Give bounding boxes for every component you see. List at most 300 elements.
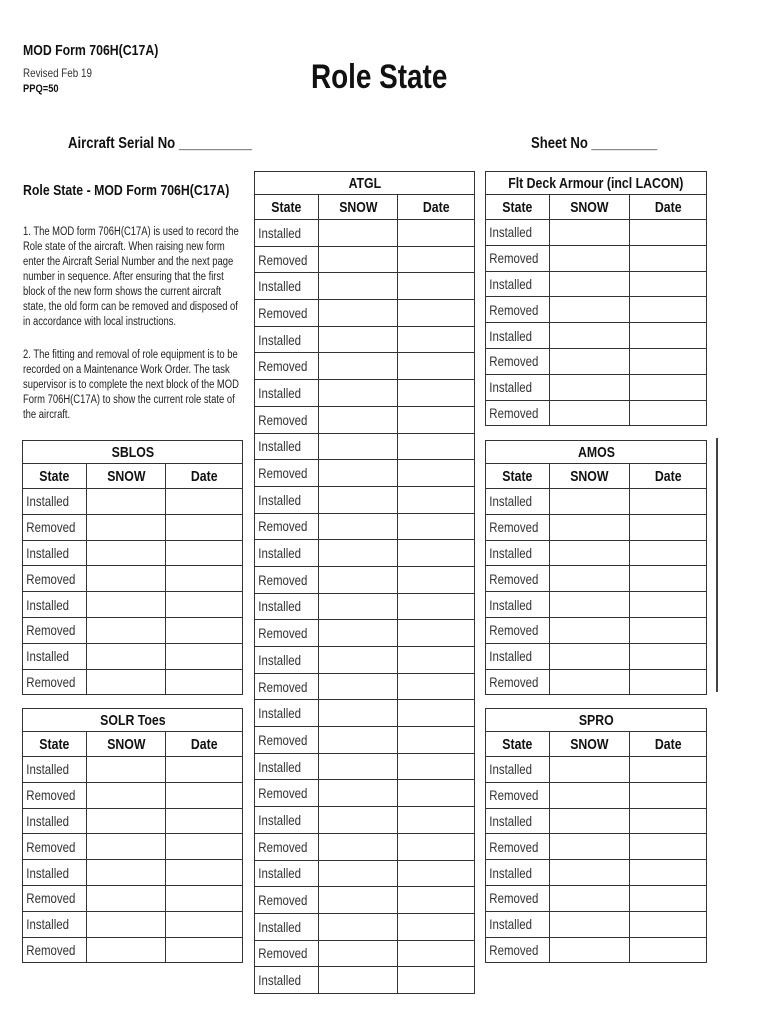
date-entry-cell[interactable]	[165, 514, 242, 540]
table-row	[255, 913, 475, 940]
table-row	[255, 566, 475, 593]
snow-entry-cell[interactable]	[318, 273, 397, 300]
snow-entry-cell[interactable]	[550, 911, 630, 937]
date-entry-cell[interactable]	[629, 489, 706, 515]
date-entry-cell[interactable]	[397, 780, 474, 807]
date-entry-cell[interactable]	[397, 433, 474, 460]
date-entry-cell[interactable]	[397, 967, 474, 994]
state-cell	[255, 967, 319, 994]
state-cell	[255, 913, 319, 940]
table-row	[255, 380, 475, 407]
flt_deck-title-text: Flt Deck Armour (incl LACON)	[508, 174, 684, 192]
state-cell	[255, 406, 319, 433]
snow-entry-cell[interactable]	[86, 885, 165, 911]
state-value: Removed	[26, 787, 76, 804]
snow-entry-cell[interactable]	[550, 617, 630, 643]
snow-entry-cell[interactable]	[550, 885, 630, 911]
date-entry-cell[interactable]	[629, 911, 706, 937]
table-row	[486, 400, 707, 426]
snow-entry-cell[interactable]	[86, 592, 165, 618]
state-value: Removed	[258, 838, 308, 855]
snow-entry-cell[interactable]	[318, 566, 397, 593]
snow-entry-cell[interactable]	[318, 647, 397, 674]
date-entry-cell[interactable]	[165, 808, 242, 834]
date-entry-cell[interactable]	[397, 406, 474, 433]
table-row	[486, 643, 707, 669]
column-header-label: Date	[654, 467, 682, 485]
table-row	[255, 593, 475, 620]
date-entry-cell[interactable]	[397, 753, 474, 780]
table-row	[255, 273, 475, 300]
snow-entry-cell[interactable]	[318, 513, 397, 540]
snow-entry-cell[interactable]	[86, 757, 165, 783]
aircraft-serial-field[interactable]: Aircraft Serial No __________	[68, 135, 252, 152]
state-value: Installed	[26, 812, 70, 829]
table-row	[486, 374, 707, 400]
date-entry-cell[interactable]	[397, 300, 474, 327]
snow-entry-cell[interactable]	[550, 860, 630, 886]
table-row	[486, 220, 707, 246]
snow-entry-cell[interactable]	[86, 617, 165, 643]
date-entry-cell[interactable]	[397, 860, 474, 887]
amos-table	[485, 440, 707, 695]
table-row	[255, 727, 475, 754]
state-cell	[255, 833, 319, 860]
column-header-date	[629, 195, 706, 220]
table-row	[23, 617, 243, 643]
date-entry-cell[interactable]	[397, 246, 474, 273]
date-entry-cell[interactable]	[165, 911, 242, 937]
table-row	[23, 514, 243, 540]
state-value: Installed	[489, 761, 533, 778]
amos-title-text: AMOS	[577, 443, 615, 461]
date-entry-cell[interactable]	[165, 540, 242, 566]
state-cell	[486, 834, 550, 860]
snow-entry-cell[interactable]	[550, 271, 630, 297]
date-entry-cell[interactable]	[629, 782, 706, 808]
column-header-state	[486, 195, 550, 220]
table-row	[23, 782, 243, 808]
date-entry-cell[interactable]	[397, 913, 474, 940]
date-entry-cell[interactable]	[629, 885, 706, 911]
date-entry-cell[interactable]	[629, 669, 706, 695]
date-entry-cell[interactable]	[397, 887, 474, 914]
state-value: Installed	[489, 544, 533, 561]
state-value: Installed	[26, 761, 70, 778]
date-entry-cell[interactable]	[629, 808, 706, 834]
snow-entry-cell[interactable]	[550, 669, 630, 695]
state-cell	[255, 353, 319, 380]
state-value: Removed	[489, 890, 539, 907]
date-entry-cell[interactable]	[165, 782, 242, 808]
sblos-block	[22, 440, 243, 697]
state-value: Removed	[258, 625, 308, 642]
table-row	[23, 834, 243, 860]
state-cell	[255, 753, 319, 780]
solr-title	[23, 709, 243, 732]
snow-entry-cell[interactable]	[318, 887, 397, 914]
date-entry-cell[interactable]	[397, 647, 474, 674]
state-cell	[255, 326, 319, 353]
date-entry-cell[interactable]	[165, 860, 242, 886]
sheet-number-field[interactable]: Sheet No _________	[531, 135, 658, 152]
state-cell	[255, 220, 319, 247]
state-cell	[23, 834, 87, 860]
date-entry-cell[interactable]	[397, 833, 474, 860]
date-entry-cell[interactable]	[629, 617, 706, 643]
table-row	[486, 808, 707, 834]
state-cell	[255, 540, 319, 567]
column-header-state	[486, 732, 550, 757]
snow-entry-cell[interactable]	[318, 406, 397, 433]
date-entry-cell[interactable]	[629, 643, 706, 669]
snow-entry-cell[interactable]	[318, 807, 397, 834]
state-cell	[486, 808, 550, 834]
table-row	[255, 433, 475, 460]
date-entry-cell[interactable]	[397, 620, 474, 647]
snow-entry-cell[interactable]	[318, 753, 397, 780]
state-cell	[23, 643, 87, 669]
snow-entry-cell[interactable]	[318, 300, 397, 327]
state-value: Installed	[258, 598, 302, 615]
state-cell	[486, 782, 550, 808]
snow-entry-cell[interactable]	[86, 489, 165, 515]
form-name: MOD Form 706H(C17A)	[23, 42, 159, 59]
date-entry-cell[interactable]	[165, 669, 242, 695]
table-row	[486, 566, 707, 592]
column-header-label: State	[502, 198, 533, 216]
state-value: Removed	[489, 838, 539, 855]
table-row	[255, 246, 475, 273]
state-value: Installed	[258, 972, 302, 989]
date-entry-cell[interactable]	[629, 348, 706, 374]
state-cell	[255, 460, 319, 487]
state-value: Removed	[26, 941, 76, 958]
snow-entry-cell[interactable]	[86, 834, 165, 860]
snow-entry-cell[interactable]	[550, 566, 630, 592]
date-entry-cell[interactable]	[397, 380, 474, 407]
snow-entry-cell[interactable]	[550, 834, 630, 860]
state-value: Installed	[489, 224, 533, 241]
snow-entry-cell[interactable]	[86, 643, 165, 669]
state-value: Removed	[258, 411, 308, 428]
state-cell	[255, 380, 319, 407]
state-value: Removed	[489, 519, 539, 536]
table-row	[255, 940, 475, 967]
table-row	[255, 353, 475, 380]
state-value: Removed	[489, 622, 539, 639]
date-entry-cell[interactable]	[629, 860, 706, 886]
date-entry-cell[interactable]	[397, 220, 474, 247]
table-row	[23, 566, 243, 592]
snow-entry-cell[interactable]	[318, 967, 397, 994]
state-value: Removed	[489, 250, 539, 267]
table-row	[486, 540, 707, 566]
date-entry-cell[interactable]	[397, 673, 474, 700]
state-cell	[255, 620, 319, 647]
snow-entry-cell[interactable]	[318, 380, 397, 407]
state-value: Removed	[258, 358, 308, 375]
state-cell	[486, 323, 550, 349]
snow-entry-cell[interactable]	[318, 593, 397, 620]
state-cell	[255, 593, 319, 620]
state-cell	[23, 885, 87, 911]
column-header-date	[629, 732, 706, 757]
state-cell	[486, 374, 550, 400]
date-entry-cell[interactable]	[397, 460, 474, 487]
snow-entry-cell[interactable]	[86, 514, 165, 540]
snow-entry-cell[interactable]	[318, 673, 397, 700]
snow-entry-cell[interactable]	[550, 757, 630, 783]
snow-entry-cell[interactable]	[318, 913, 397, 940]
date-entry-cell[interactable]	[397, 807, 474, 834]
date-entry-cell[interactable]	[629, 220, 706, 246]
table-row	[255, 753, 475, 780]
table-row	[255, 513, 475, 540]
snow-entry-cell[interactable]	[86, 669, 165, 695]
state-cell	[486, 348, 550, 374]
table-row	[23, 808, 243, 834]
solr-toes-block	[22, 708, 243, 965]
margin-rule	[716, 438, 718, 692]
date-entry-cell[interactable]	[165, 834, 242, 860]
snow-entry-cell[interactable]	[550, 808, 630, 834]
date-entry-cell[interactable]	[165, 937, 242, 963]
snow-entry-cell[interactable]	[318, 460, 397, 487]
table-row	[486, 782, 707, 808]
state-value: Installed	[489, 379, 533, 396]
snow-entry-cell[interactable]	[550, 245, 630, 271]
date-entry-cell[interactable]	[397, 700, 474, 727]
state-cell	[486, 937, 550, 963]
column-header-state	[486, 464, 550, 489]
table-row	[486, 489, 707, 515]
date-entry-cell[interactable]	[629, 271, 706, 297]
snow-entry-cell[interactable]	[318, 833, 397, 860]
column-header-date	[165, 464, 242, 489]
state-value: Installed	[258, 384, 302, 401]
state-cell	[486, 245, 550, 271]
state-cell	[486, 489, 550, 515]
snow-entry-cell[interactable]	[550, 348, 630, 374]
state-value: Installed	[258, 545, 302, 562]
snow-entry-cell[interactable]	[318, 700, 397, 727]
state-value: Removed	[258, 678, 308, 695]
state-cell	[23, 489, 87, 515]
state-cell	[255, 807, 319, 834]
date-entry-cell[interactable]	[397, 566, 474, 593]
state-cell	[23, 540, 87, 566]
snow-entry-cell[interactable]	[550, 323, 630, 349]
date-entry-cell[interactable]	[629, 400, 706, 426]
snow-entry-cell[interactable]	[318, 780, 397, 807]
date-entry-cell[interactable]	[165, 617, 242, 643]
snow-entry-cell[interactable]	[550, 782, 630, 808]
date-entry-cell[interactable]	[629, 757, 706, 783]
table-row	[486, 348, 707, 374]
state-cell	[255, 300, 319, 327]
table-row	[23, 757, 243, 783]
table-row	[255, 807, 475, 834]
state-value: Installed	[258, 651, 302, 668]
instruction-paragraph-1: 1. The MOD form 706H(C17A) is used to record the Role state of the aircraft. When raising new form enter the Aircraft Serial Number and the next page number in sequence. After ensuring that the first block of the new form shows the current aircraft state, the old form can be removed and disposed of in accordance with local instructions.	[23, 226, 239, 328]
column-header-label: SNOW	[338, 198, 378, 216]
snow-entry-cell[interactable]	[550, 374, 630, 400]
snow-entry-cell[interactable]	[318, 220, 397, 247]
date-entry-cell[interactable]	[629, 540, 706, 566]
snow-entry-cell[interactable]	[86, 782, 165, 808]
snow-entry-cell[interactable]	[550, 514, 630, 540]
date-entry-cell[interactable]	[397, 273, 474, 300]
snow-entry-cell[interactable]	[550, 643, 630, 669]
column-header-label: Date	[654, 735, 682, 753]
date-entry-cell[interactable]	[397, 513, 474, 540]
snow-entry-cell[interactable]	[318, 486, 397, 513]
date-entry-cell[interactable]	[165, 566, 242, 592]
date-entry-cell[interactable]	[629, 323, 706, 349]
column-header-label: State	[271, 198, 302, 216]
atgl-table	[254, 171, 475, 994]
date-entry-cell[interactable]	[629, 834, 706, 860]
state-cell	[255, 273, 319, 300]
snow-entry-cell[interactable]	[318, 246, 397, 273]
snow-entry-cell[interactable]	[86, 937, 165, 963]
date-entry-cell[interactable]	[165, 885, 242, 911]
state-cell	[23, 514, 87, 540]
column-header-state	[255, 195, 319, 220]
date-entry-cell[interactable]	[397, 540, 474, 567]
state-value: Removed	[258, 945, 308, 962]
state-value: Removed	[26, 890, 76, 907]
state-cell	[255, 700, 319, 727]
snow-entry-cell[interactable]	[550, 937, 630, 963]
table-row	[255, 647, 475, 674]
table-row	[23, 860, 243, 886]
date-entry-cell[interactable]	[397, 353, 474, 380]
state-value: Removed	[489, 941, 539, 958]
state-cell	[255, 246, 319, 273]
date-entry-cell[interactable]	[629, 592, 706, 618]
column-header-date	[165, 732, 242, 757]
table-row	[255, 300, 475, 327]
date-entry-cell[interactable]	[397, 593, 474, 620]
table-row	[255, 620, 475, 647]
spro-title	[486, 709, 707, 732]
state-cell	[23, 566, 87, 592]
state-cell	[23, 860, 87, 886]
state-value: Installed	[489, 493, 533, 510]
snow-entry-cell[interactable]	[318, 620, 397, 647]
table-row	[486, 297, 707, 323]
snow-entry-cell[interactable]	[86, 566, 165, 592]
snow-entry-cell[interactable]	[318, 433, 397, 460]
date-entry-cell[interactable]	[629, 566, 706, 592]
snow-entry-cell[interactable]	[86, 808, 165, 834]
state-cell	[255, 513, 319, 540]
column-header-snow	[550, 464, 630, 489]
snow-entry-cell[interactable]	[550, 297, 630, 323]
state-cell	[486, 540, 550, 566]
table-row	[486, 271, 707, 297]
date-entry-cell[interactable]	[397, 486, 474, 513]
snow-entry-cell[interactable]	[318, 353, 397, 380]
date-entry-cell[interactable]	[397, 326, 474, 353]
atgl-title	[255, 172, 475, 195]
table-row	[255, 860, 475, 887]
date-entry-cell[interactable]	[629, 297, 706, 323]
snow-entry-cell[interactable]	[550, 592, 630, 618]
column-header-snow	[86, 732, 165, 757]
snow-entry-cell[interactable]	[318, 860, 397, 887]
snow-entry-cell[interactable]	[86, 860, 165, 886]
state-value: Removed	[489, 673, 539, 690]
date-entry-cell[interactable]	[165, 489, 242, 515]
state-cell	[255, 860, 319, 887]
date-entry-cell[interactable]	[629, 245, 706, 271]
snow-entry-cell[interactable]	[86, 911, 165, 937]
table-row	[255, 967, 475, 994]
state-value: Removed	[258, 251, 308, 268]
date-entry-cell[interactable]	[397, 940, 474, 967]
date-entry-cell[interactable]	[629, 374, 706, 400]
state-cell	[486, 400, 550, 426]
date-entry-cell[interactable]	[165, 757, 242, 783]
snow-entry-cell[interactable]	[318, 940, 397, 967]
column-header-label: SNOW	[570, 467, 609, 485]
state-value: Removed	[258, 571, 308, 588]
state-cell	[486, 757, 550, 783]
column-header-snow	[550, 732, 630, 757]
date-entry-cell[interactable]	[165, 643, 242, 669]
table-row	[486, 592, 707, 618]
snow-entry-cell[interactable]	[318, 540, 397, 567]
snow-entry-cell[interactable]	[318, 326, 397, 353]
date-entry-cell[interactable]	[629, 937, 706, 963]
instruction-paragraph-2: 2. The fitting and removal of role equipment is to be recorded on a Maintenance Work Order. The task supervisor is to complete the next block of the MOD Form 706H(C17A) to show the current role state of the aircraft.	[23, 349, 239, 421]
state-value: Removed	[489, 301, 539, 318]
snow-entry-cell[interactable]	[86, 540, 165, 566]
state-cell	[486, 220, 550, 246]
state-value: Installed	[258, 758, 302, 775]
state-cell	[486, 297, 550, 323]
snow-entry-cell[interactable]	[550, 540, 630, 566]
state-cell	[23, 782, 87, 808]
snow-entry-cell[interactable]	[550, 400, 630, 426]
state-cell	[255, 887, 319, 914]
column-header-label: State	[39, 467, 70, 485]
snow-entry-cell[interactable]	[550, 220, 630, 246]
state-cell	[486, 592, 550, 618]
table-row	[255, 673, 475, 700]
snow-entry-cell[interactable]	[318, 727, 397, 754]
flt-deck-armour-block	[485, 171, 707, 426]
spro-table	[485, 708, 707, 963]
column-header-label: SNOW	[570, 198, 609, 216]
revision-date: Revised Feb 19	[23, 66, 92, 80]
table-row	[23, 885, 243, 911]
state-cell	[255, 673, 319, 700]
date-entry-cell[interactable]	[629, 514, 706, 540]
state-value: Removed	[258, 785, 308, 802]
table-row	[486, 323, 707, 349]
column-header-date	[397, 195, 474, 220]
state-cell	[23, 757, 87, 783]
date-entry-cell[interactable]	[165, 592, 242, 618]
state-cell	[23, 669, 87, 695]
snow-entry-cell[interactable]	[550, 489, 630, 515]
date-entry-cell[interactable]	[397, 727, 474, 754]
state-cell	[486, 514, 550, 540]
